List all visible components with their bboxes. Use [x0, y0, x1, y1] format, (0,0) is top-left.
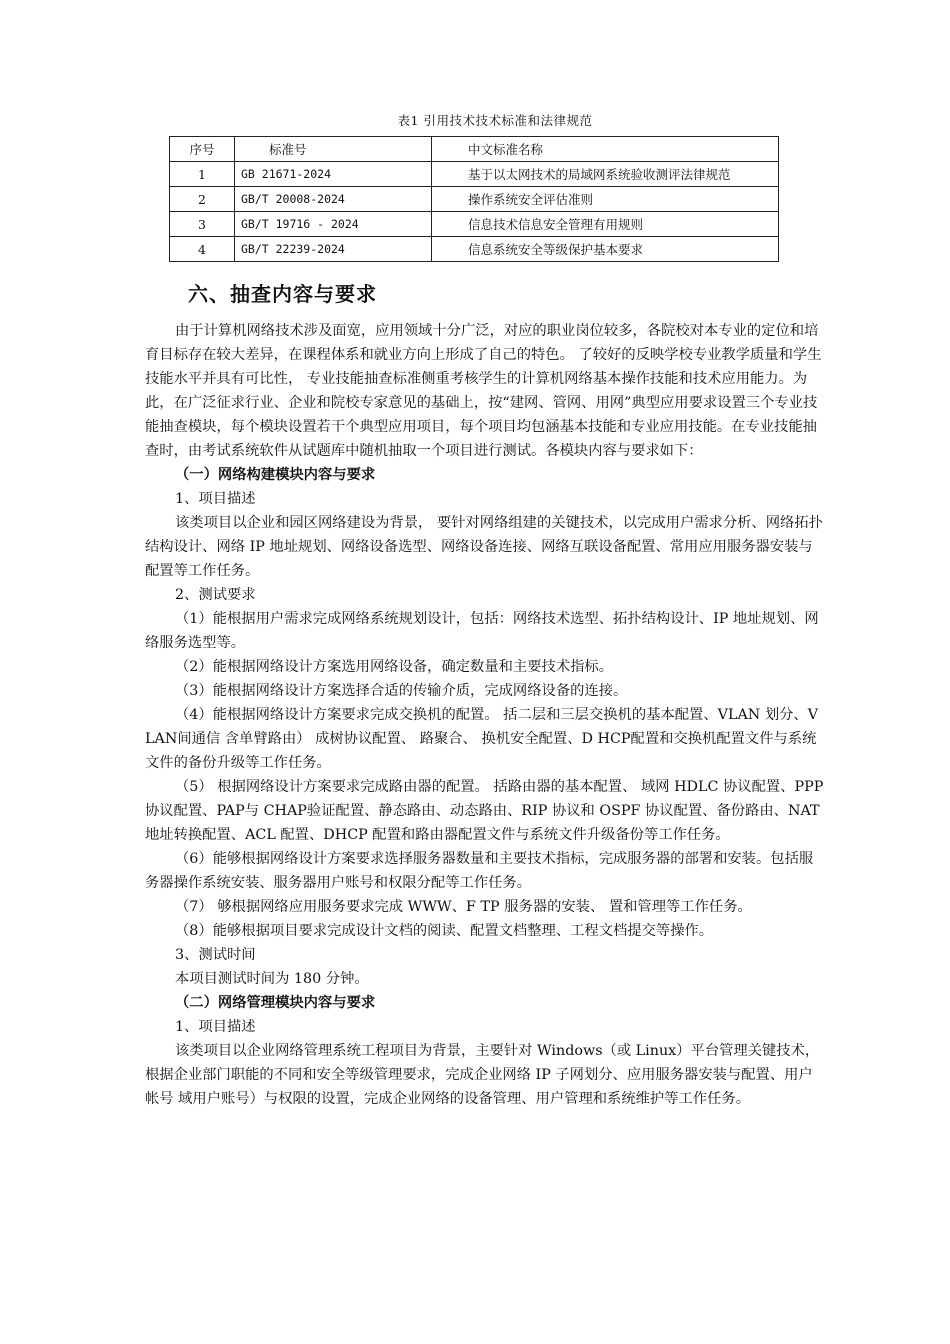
row-serial: 1: [170, 162, 235, 187]
row-serial: 4: [170, 237, 235, 262]
intro-paragraph: 由于计算机网络技术涉及面宽，应用领域十分广泛，对应的职业岗位较多，各院校对本专业的定位和培育目标存在较大差异，在课程体系和就业方向上形成了自己的特色。 了较好的反映学校专业教学质量和学生技能水平并具有可比性， 专业技能抽查标准侧重考核学生的计算机网络基本操作技能和技术应用能力。为此，在广泛征求行业、企业和院校专家意见的基础上，按“建网、管网、用网”典型应用要求设置三个专业技能抽查模块，每个模块设置若干个典型应用项目，每个项目均包涵基本技能和专业应用技能。在专业技能抽查时，由考试系统软件从试题库中随机抽取一个项目进行测试。各模块内容与要求如下：: [145, 323, 822, 459]
module1-req-4: （4）能根据网络设计方案要求完成交换机的配置。 括二层和三层交换机的基本配置、VLAN 划分、V LAN间通信 含单臂路由） 成树协议配置、 路聚合、 换机安全配置、D HCP配置和交换机配置文件与系统文件的备份升级等工作任务。: [145, 707, 819, 771]
module1-desc-heading: 1、项目描述: [175, 491, 256, 507]
row-serial: 3: [170, 212, 235, 237]
table-row: [170, 212, 779, 237]
row-standard-name: 操作系统安全评估准则: [432, 187, 779, 212]
row-standard-id: GB 21671-2024: [235, 162, 432, 187]
module1-title: （一）网络构建模块内容与要求: [175, 467, 376, 483]
module1-desc: 该类项目以企业和园区网络建设为背景， 要针对网络组建的关键技术，以完成用户需求分析、网络拓扑结构设计、网络 IP 地址规划、网络设备选型、网络设备连接、网络互联设备配置、常用应用服务器安装与配置等工作任务。: [145, 515, 823, 579]
row-standard-name: 基于以太网技术的局域网系统验收测评法律规范: [432, 162, 779, 187]
row-standard-name: 信息技术信息安全管理有用规则: [432, 212, 779, 237]
module1-req-6: （6）能够根据网络设计方案要求选择服务器数量和主要技术指标，完成服务器的部署和安装。包括服务器操作系统安装、服务器用户账号和权限分配等工作任务。: [145, 851, 814, 891]
module1-req-heading: 2、测试要求: [175, 587, 256, 603]
module1-req-8: （8）能够根据项目要求完成设计文档的阅读、配置文档整理、工程文档提交等操作。: [175, 923, 714, 939]
module2-desc-heading: 1、项目描述: [175, 1019, 256, 1035]
table-row: [170, 187, 779, 212]
module1-req-2: （2）能根据网络设计方案选用网络设备，确定数量和主要技术指标。: [175, 659, 614, 675]
section-body: [145, 319, 825, 1111]
table-caption: 表1 引用技术技术标准和法律规范: [397, 113, 593, 128]
row-standard-name: 信息系统安全等级保护基本要求: [432, 237, 779, 262]
module1-req-7: （7） 够根据网络应用服务要求完成 WWW、F TP 服务器的安装、 置和管理等工作任务。: [175, 899, 752, 915]
header-standard-id: 标准号: [235, 137, 432, 162]
header-serial: 序号: [170, 137, 235, 162]
module1-req-3: （3）能根据网络设计方案选择合适的传输介质，完成网络设备的连接。: [175, 683, 628, 699]
table-row: [170, 162, 779, 187]
row-serial: 2: [170, 187, 235, 212]
module2-desc: 该类项目以企业网络管理系统工程项目为背景，主要针对 Windows（或 Linux）平台管理关键技术，根据企业部门职能的不同和安全等级管理要求，完成企业网络 IP 子网划分、应用服务器安装与配置、用户帐号 域用户账号）与权限的设置，完成企业网络的设备管理、用户管理和系统维护等工作任务。: [145, 1043, 820, 1107]
section-title: 六、抽查内容与要求: [188, 282, 377, 306]
module2-title: （二）网络管理模块内容与要求: [175, 995, 376, 1011]
module1-req-1: （1）能根据用户需求完成网络系统规划设计，包括：网络技术选型、拓扑结构设计、IP 地址规划、网络服务选型等。: [145, 611, 819, 651]
table-row: [170, 237, 779, 262]
row-standard-id: GB/T 19716 - 2024: [235, 212, 432, 237]
row-standard-id: GB/T 20008-2024: [235, 187, 432, 212]
table-header-row: [170, 137, 779, 162]
module1-time: 本项目测试时间为 180 分钟。: [175, 971, 369, 987]
header-standard-name: 中文标准名称: [432, 137, 779, 162]
page-content: [145, 111, 825, 1111]
module1-time-heading: 3、测试时间: [175, 947, 256, 963]
row-standard-id: GB/T 22239-2024: [235, 237, 432, 262]
module1-req-5: （5） 根据网络设计方案要求完成路由器的配置。 括路由器的基本配置、 域网 HDLC 协议配置、PPP 协议配置、PAP与 CHAP验证配置、静态路由、动态路由、RIP 协议和 OSPF 协议配置、备份路由、NAT地址转换配置、ACL 配置、DHCP 配置和路由器配置文件与系统文件升级备份等工作任务。: [145, 779, 824, 843]
standards-table: [169, 136, 779, 262]
